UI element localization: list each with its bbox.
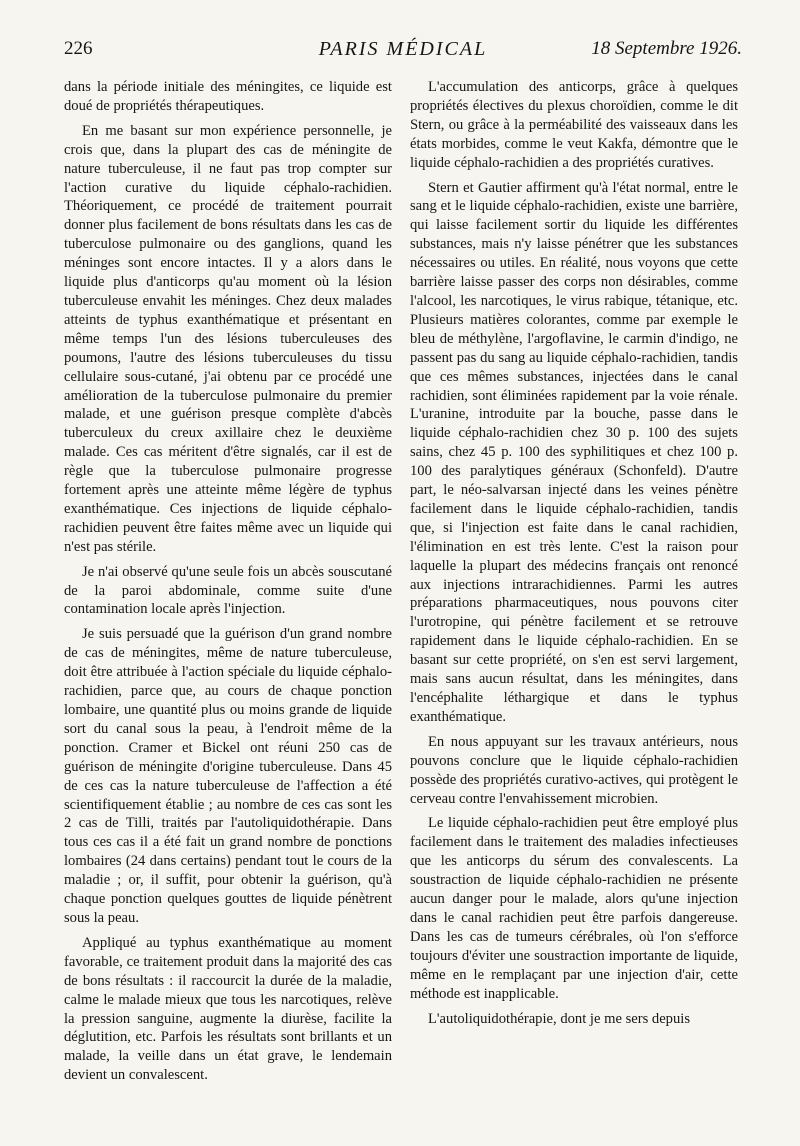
page-number: 226 [64, 38, 93, 59]
paragraph: Appliqué au typhus exanthématique au moment favorable, ce traitement produit dans la majorité des cas de bons résultats : il raccourcit la durée de la maladie, calme le malade mieux que tous les narcotiques, relève la pression sanguine, augmente la diurèse, facilite la déglutition, etc. Parfois les résultats sont brillants et un malade, la veille dans un état grave, le lendemain devient un convalescent. [64, 934, 392, 1084]
paragraph: dans la période initiale des méningites, ce liquide est doué de propriétés thérapeutiques. [64, 79, 392, 114]
journal-title: PARIS MÉDICAL [318, 38, 488, 60]
right-column [410, 78, 738, 1034]
page-header [64, 38, 742, 66]
paragraph: Je n'ai observé qu'une seule fois un abcès souscutané de la paroi abdominale, comme suite d'une contamination locale après l'injection. [64, 563, 392, 618]
left-column [64, 78, 392, 1091]
paragraph: En me basant sur mon expérience personnelle, je crois que, dans la plupart des cas de méningite de nature tuberculeuse, il ne faut pas trop compter sur l'action curative du liquide céphalo-rachidien. Théoriquement, ce procédé de traitement pourrait donner plus facilement de bons résultats dans les cas de tuberculose pulmonaire ou des ganglions, quand les méninges sont encore intactes. Il y a alors dans le liquide plus d'anticorps qu'au moment où la lésion tuberculeuse envahit les méninges. Chez deux malades atteints de typhus exanthématique et présentant en même temps l'un des lésions tuberculeuses des poumons, l'autre des lésions tuberculeuses du tissu cellulaire sous-cutané, j'ai obtenu par ce procédé une amélioration de la tuberculose pulmonaire du premier malade, et une guérison presque complète d'abcès tuberculeux du creux axillaire chez le deuxième malade. Ces cas méritent d'être signalés, car il est de règle que la tuberculose pulmonaire progresse fortement après une atteinte même légère de typhus exanthématique. Ces injections de liquide céphalo-rachidien peuvent être faites même avec un liquide qui n'est pas stérile. [64, 122, 392, 555]
paragraph: Je suis persuadé que la guérison d'un grand nombre de cas de méningites, même de nature tuberculeuse, doit être attribuée à l'action spéciale du liquide céphalo-rachidien, parce que, au cours de chaque ponction lombaire, une quantité plus ou moins grande de liquide sort du canal sous la peau, à l'endroit même de la ponction. Cramer et Bickel ont réuni 250 cas de guérison de méningite d'origine tuberculeuse. Dans 45 de ces cas la nature tuberculeuse de l'affection a été scientifiquement établie ; au nombre de ces cas sont les 2 cas de Tilli, traités par l'autoliquidothérapie. Dans tous ces cas il a été fait un grand nombre de ponctions lombaires (24 dans certains) pendant tout le cours de la maladie ; or, il suffit, pour obtenir la guérison, qu'à chaque ponction quelques gouttes de liquide pénètrent sous la peau. [64, 626, 392, 926]
paragraph: Le liquide céphalo-rachidien peut être employé plus facilement dans le traitement des maladies infectieuses que les anticorps du sérum des convalescents. La soustraction de liquide céphalo-rachidien ne présente aucun danger pour le malade, alors qu'une injection dans le canal rachidien peut être parfois dangereuse. Dans les cas de tumeurs cérébrales, où l'on s'efforce toujours d'éviter une soustraction importante de liquide, même en le remplaçant par une injection d'air, cette méthode est inapplicable. [410, 815, 738, 1002]
paragraph: Stern et Gautier affirment qu'à l'état normal, entre le sang et le liquide céphalo-rachidien, existe une barrière, qui laisse facilement sortir du liquide les différentes substances, mais n'y laisse pénétrer que les substances nécessaires ou utiles. En réalité, nous voyons que cette barrière laisse passer des corps non désirables, comme l'alcool, les narcotiques, le virus rabique, tétanique, etc. Plusieurs matières colorantes, comme par exemple le bleu de méthylène, l'argoflavine, le carmin d'indigo, ne passent pas du sang au liquide céphalo-rachidien, tandis que ces mêmes substances, injectées dans le canal rachidien, sont éliminées rapidement par la voie rénale. L'uranine, introduite par la bouche, passe dans le liquide céphalo-rachidien chez 30 p. 100 des sujets sains, chez 45 p. 100 des syphilitiques et chez 100 p. 100 des paralytiques généraux (Schonfeld). D'autre part, le néo-salvarsan injecté dans les veines pénètre facilement dans le liquide céphalo-rachidien, tandis que, si l'injection est faite dans le canal rachidien, l'élimination en est très lente. C'est la raison pour laquelle la plupart des médecins français ont renoncé aux injections intrarachidiennes. Parmi les autres préparations pharmaceutiques, nous pouvons citer l'urotropine, qui pénètre facilement et se retrouve rapidement dans le liquide céphalo-rachidien. En se basant sur cette propriété, on s'en est servi largement, mais sans aucun résultat, dans les méningites, dans l'encéphalite léthargique et dans le typhus exanthématique. [410, 179, 738, 725]
issue-date: 18 Septembre 1926. [591, 38, 742, 59]
paragraph: En nous appuyant sur les travaux antérieurs, nous pouvons conclure que le liquide céphalo-rachidien possède des propriétés curativo-actives, qui protègent le cerveau contre l'envahissement microbien. [410, 733, 738, 807]
paragraph: L'autoliquidothérapie, dont je me sers depuis [428, 1010, 691, 1027]
paragraph: L'accumulation des anticorps, grâce à quelques propriétés électives du plexus choroïdien, comme le dit Stern, ou grâce à la perméabilité des vaisseaux dans les états morbides, comme le veut Kakfa, démontre que le liquide céphalo-rachidien a des propriétés curatives. [410, 79, 738, 171]
